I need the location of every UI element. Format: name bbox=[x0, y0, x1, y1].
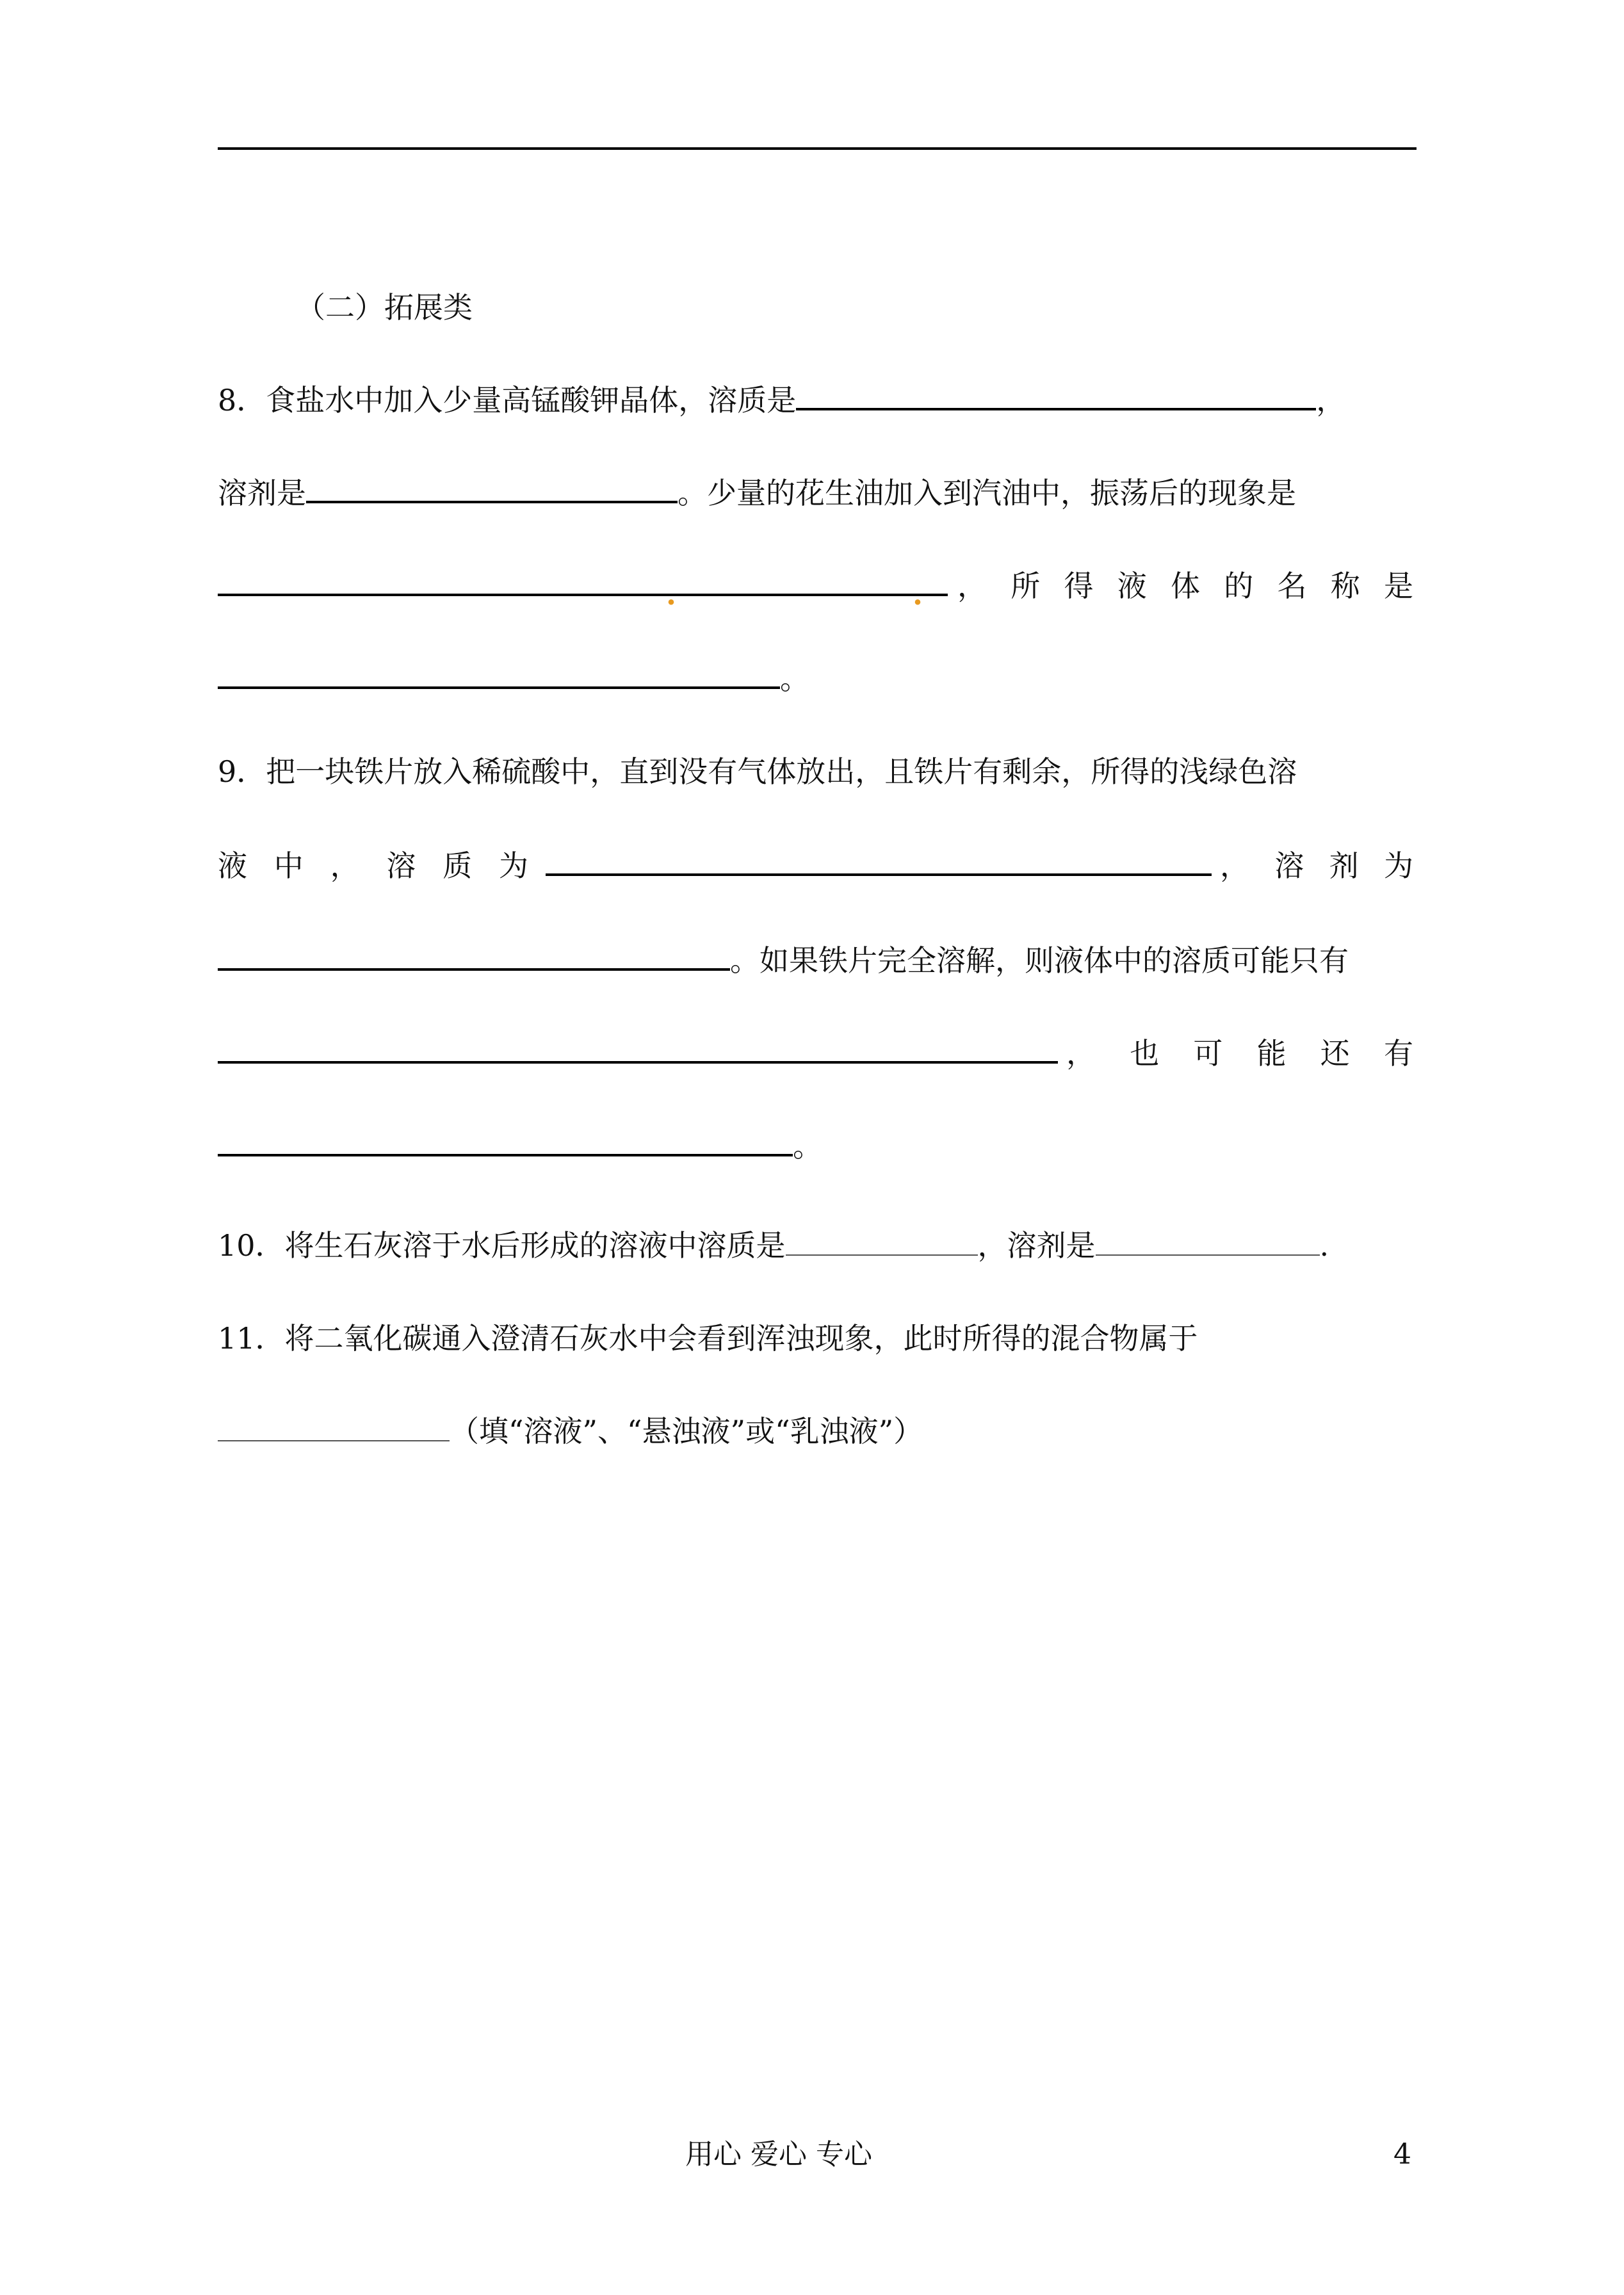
spaced-char: 溶 bbox=[386, 848, 416, 883]
q8-text: 8．食盐水中加入少量高锰酸钾晶体，溶质是 bbox=[218, 383, 797, 418]
answer-blank[interactable] bbox=[218, 1409, 450, 1441]
q8-line-1 bbox=[218, 365, 1345, 435]
section-title: （二）拓展类 bbox=[296, 290, 473, 325]
q8-line-3-text bbox=[957, 551, 1413, 621]
answer-blank[interactable] bbox=[218, 937, 730, 971]
highlight-dot: . bbox=[666, 577, 677, 612]
spaced-char: 称 bbox=[1330, 569, 1360, 603]
highlight-dot: . bbox=[913, 577, 923, 612]
spaced-char: 剂 bbox=[1329, 848, 1359, 883]
q9-line-4 bbox=[218, 1018, 1058, 1089]
spaced-char: 是 bbox=[1384, 569, 1413, 603]
answer-blank[interactable] bbox=[306, 470, 678, 503]
spaced-char: 中 bbox=[273, 848, 304, 883]
answer-blank[interactable] bbox=[218, 1123, 793, 1156]
spaced-char: ， bbox=[1066, 1036, 1096, 1071]
spaced-char: 溶 bbox=[1274, 848, 1304, 883]
q10-text: 10．将生石灰溶于水后形成的溶液中溶质是 bbox=[218, 1228, 786, 1263]
q9-line-1: 9．把一块铁片放入稀硫酸中，直到没有气体放出，且铁片有剩余，所得的浅绿色溶 bbox=[218, 754, 1297, 789]
q9-line-5 bbox=[218, 1111, 822, 1181]
q8-line-2 bbox=[218, 458, 1296, 528]
spaced-char: 液 bbox=[1117, 569, 1147, 603]
footer-motto: 用心 爱心 专心 bbox=[685, 2138, 872, 2171]
spaced-char: 得 bbox=[1064, 569, 1094, 603]
q10-line bbox=[218, 1210, 1329, 1281]
q9-line-2-tail bbox=[1220, 831, 1413, 901]
spaced-char: ， bbox=[330, 848, 360, 883]
q9-line-3 bbox=[218, 925, 1349, 996]
q9-punct: 。 bbox=[793, 1129, 822, 1164]
spaced-char: 为 bbox=[1383, 848, 1413, 883]
answer-blank[interactable] bbox=[218, 1030, 1058, 1064]
spaced-char: 也 bbox=[1130, 1036, 1160, 1071]
spaced-char: 还 bbox=[1320, 1036, 1350, 1071]
spaced-char: ， bbox=[1220, 848, 1249, 883]
spaced-char: 液 bbox=[218, 848, 247, 883]
spaced-char: 能 bbox=[1256, 1036, 1287, 1071]
q8-line-3 bbox=[218, 551, 948, 621]
spaced-char: 的 bbox=[1224, 569, 1254, 603]
page-number: 4 bbox=[1393, 2138, 1411, 2171]
answer-blank[interactable] bbox=[796, 377, 1316, 410]
q11-line-2 bbox=[218, 1396, 923, 1466]
q9-text: 。如果铁片完全溶解，则液体中的溶质可能只有 bbox=[730, 943, 1349, 978]
q9-line-4-tail bbox=[1066, 1018, 1413, 1089]
spaced-char: ， bbox=[957, 569, 987, 603]
header-rule bbox=[218, 147, 1417, 150]
q9-line-2-blank bbox=[546, 831, 1212, 901]
spaced-char: 可 bbox=[1193, 1036, 1223, 1071]
spaced-char: 质 bbox=[443, 848, 473, 883]
q8-punct: ， bbox=[1316, 383, 1346, 418]
q8-text: 溶剂是 bbox=[218, 476, 306, 510]
answer-blank[interactable] bbox=[786, 1224, 978, 1256]
answer-blank[interactable] bbox=[218, 656, 780, 689]
answer-blank[interactable] bbox=[1096, 1224, 1320, 1256]
spaced-char: 有 bbox=[1383, 1036, 1413, 1071]
answer-blank[interactable] bbox=[546, 843, 1212, 876]
q8-text: 。少量的花生油加入到汽油中，振荡后的现象是 bbox=[678, 476, 1296, 510]
q11-text: （填“溶液”、“悬浊液”或“乳浊液”） bbox=[450, 1414, 923, 1448]
spaced-char: 名 bbox=[1277, 569, 1307, 603]
q11-line-1: 11．将二氧化碳通入澄清石灰水中会看到浑浊现象，此时所得的混合物属于 bbox=[218, 1321, 1198, 1356]
q10-text: ，溶剂是 bbox=[977, 1228, 1096, 1263]
answer-blank[interactable] bbox=[218, 563, 948, 612]
spaced-char: 体 bbox=[1171, 569, 1200, 603]
q8-punct: 。 bbox=[780, 661, 809, 696]
q8-line-4 bbox=[218, 644, 809, 714]
spaced-char: 为 bbox=[498, 848, 528, 883]
spaced-char: 所 bbox=[1011, 569, 1041, 603]
q10-punct: . bbox=[1319, 1228, 1329, 1263]
q9-line-2-head bbox=[218, 831, 528, 901]
